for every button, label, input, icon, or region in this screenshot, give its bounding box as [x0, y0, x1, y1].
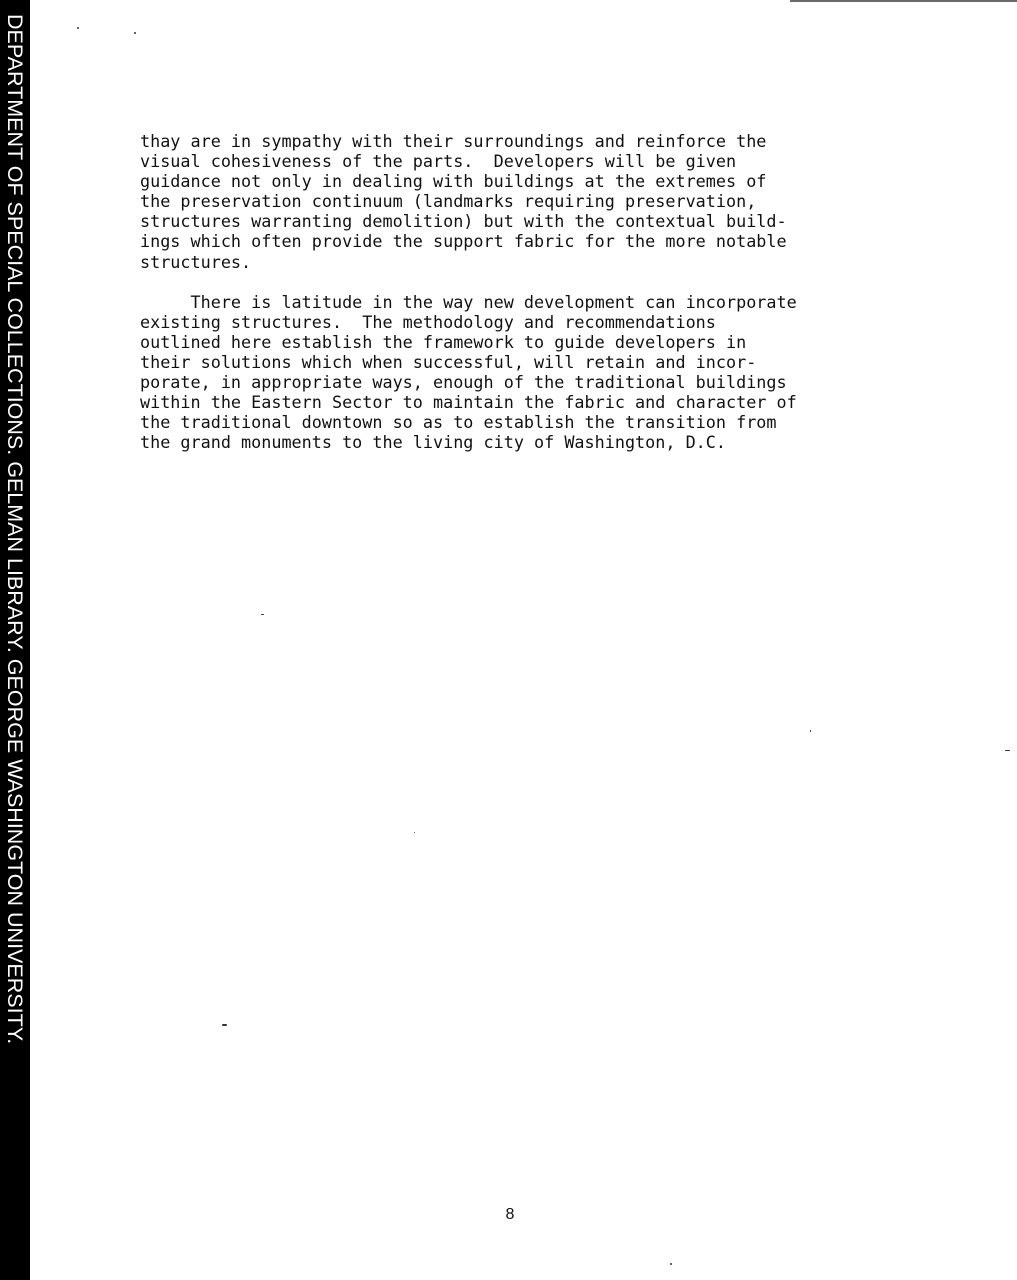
- scan-speck: [1005, 750, 1010, 751]
- text-line: outlined here establish the framework to guide developers in: [140, 331, 747, 352]
- text-line: guidance not only in dealing with buildings at the extremes of: [140, 171, 767, 192]
- text-line: within the Eastern Sector to maintain the fabric and character of: [140, 392, 797, 413]
- scan-speck: [810, 730, 811, 732]
- text-line: porate, in appropriate ways, enough of the traditional buildings: [140, 372, 787, 393]
- text-line: structures.: [140, 251, 252, 272]
- scan-speck: [261, 614, 264, 615]
- text-line: visual cohesiveness of the parts. Developers will be given: [140, 151, 737, 172]
- text-line: the preservation continuum (landmarks requiring preservation,: [140, 191, 757, 212]
- scan-speck: [77, 27, 79, 29]
- scan-speck: [134, 32, 136, 34]
- scan-speck: [414, 832, 415, 833]
- top-edge-rule: [790, 0, 1017, 2]
- text-line: the traditional downtown so as to establish the transition from: [140, 412, 777, 433]
- text-line: structures warranting demolition) but with the contextual build-: [140, 211, 787, 232]
- body-text: [140, 131, 940, 452]
- text-line: the grand monuments to the living city of Washington, D.C.: [140, 432, 726, 453]
- text-line: thay are in sympathy with their surroundings and reinforce the: [140, 131, 767, 151]
- paragraph-gap: [140, 272, 940, 292]
- paragraph-2: [140, 292, 940, 453]
- paragraph-1: [140, 131, 940, 272]
- text-line: There is latitude in the way new development can incorporate: [140, 291, 797, 312]
- archive-side-strip: [0, 0, 30, 1280]
- scan-speck: [222, 1024, 227, 1026]
- page-number: 8: [505, 1206, 515, 1223]
- archive-label: DEPARTMENT OF SPECIAL COLLECTIONS. GELMAN LIBRARY. GEORGE WASHINGTON UNIVERSITY.: [3, 14, 27, 1045]
- text-line: ings which often provide the support fabric for the more notable: [140, 231, 787, 252]
- text-line: their solutions which when successful, will retain and incor-: [140, 351, 757, 372]
- text-line: existing structures. The methodology and recommendations: [140, 311, 716, 332]
- scan-speck: [670, 1263, 672, 1265]
